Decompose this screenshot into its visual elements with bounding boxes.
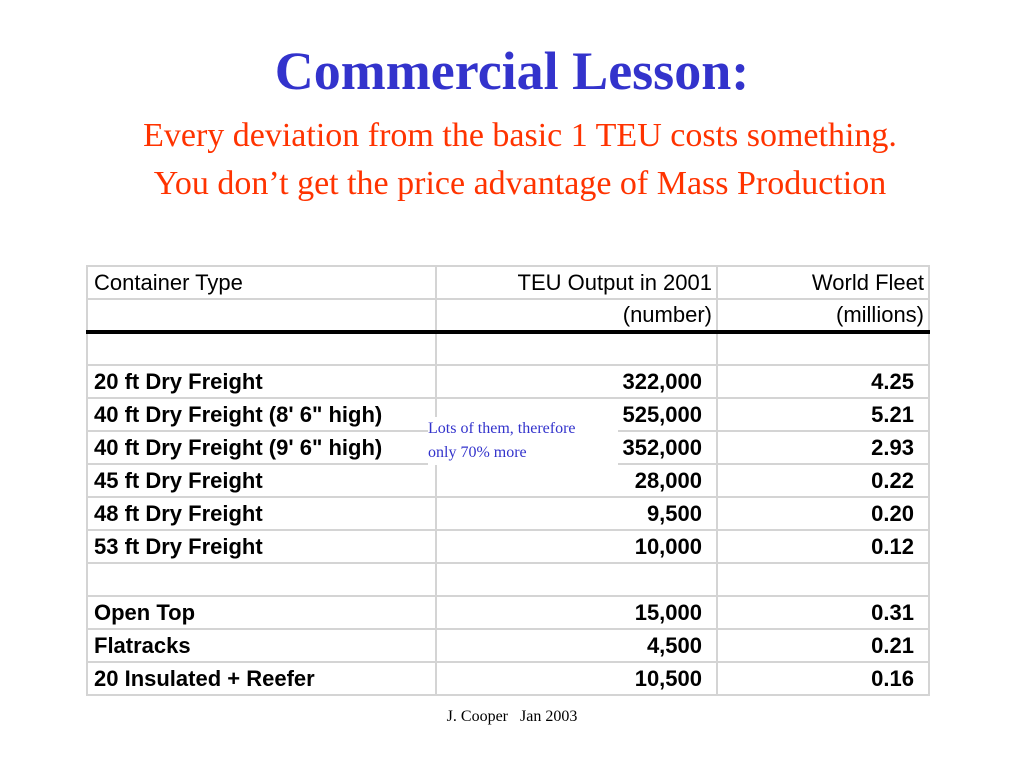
note-line-2: only 70% more (428, 444, 527, 461)
slide-subtitle (0, 112, 1024, 208)
row-type: 40 ft Dry Freight (8' 6" high) (87, 398, 436, 431)
row-type: 40 ft Dry Freight (9' 6" high) (87, 431, 436, 464)
column-header-output: TEU Output in 2001 (436, 266, 717, 299)
row-fleet: 4.25 (717, 365, 929, 398)
row-fleet: 0.12 (717, 530, 929, 563)
subheader-type (87, 299, 436, 332)
annotation-note (428, 417, 618, 465)
table-row (87, 596, 929, 629)
table-row (87, 464, 929, 497)
spacer-cell (436, 332, 717, 365)
row-fleet: 2.93 (717, 431, 929, 464)
table-row (87, 530, 929, 563)
row-output: 15,000 (436, 596, 717, 629)
subtitle-line-2: You don’t get the price advantage of Mass Production (153, 165, 887, 202)
table-row (87, 662, 929, 695)
row-output: 9,500 (436, 497, 717, 530)
slide-footer: J. Cooper Jan 2003 (446, 708, 578, 725)
table-header-row (87, 266, 929, 299)
row-fleet: 0.20 (717, 497, 929, 530)
row-fleet: 0.21 (717, 629, 929, 662)
row-fleet: 0.16 (717, 662, 929, 695)
row-fleet: 5.21 (717, 398, 929, 431)
table-subheader-row (87, 299, 929, 332)
column-header-fleet: World Fleet (717, 266, 929, 299)
column-header-type: Container Type (87, 266, 436, 299)
note-line-1: Lots of them, therefore (428, 420, 576, 437)
row-output: 4,500 (436, 629, 717, 662)
row-type: 45 ft Dry Freight (87, 464, 436, 497)
row-type: Flatracks (87, 629, 436, 662)
spacer-cell (87, 563, 436, 596)
spacer-cell (717, 332, 929, 365)
row-output: 10,500 (436, 662, 717, 695)
row-output: 322,000 (436, 365, 717, 398)
subheader-fleet-unit: (millions) (717, 299, 929, 332)
row-output: 352,000 (436, 431, 717, 464)
table-row (87, 365, 929, 398)
row-fleet: 0.22 (717, 464, 929, 497)
row-type: 53 ft Dry Freight (87, 530, 436, 563)
row-output: 28,000 (436, 464, 717, 497)
spacer-cell (436, 563, 717, 596)
row-output: 10,000 (436, 530, 717, 563)
row-type: 20 Insulated + Reefer (87, 662, 436, 695)
spacer-row (87, 563, 929, 596)
container-fleet-table (86, 265, 930, 696)
spacer-cell (717, 563, 929, 596)
table-row (87, 629, 929, 662)
slide-title: Commercial Lesson: (274, 41, 750, 101)
table-row (87, 497, 929, 530)
row-type: 20 ft Dry Freight (87, 365, 436, 398)
row-fleet: 0.31 (717, 596, 929, 629)
row-type: 48 ft Dry Freight (87, 497, 436, 530)
subheader-output-unit: (number) (436, 299, 717, 332)
subtitle-line-1: Every deviation from the basic 1 TEU costs something. (143, 117, 897, 154)
spacer-cell (87, 332, 436, 365)
row-output: 525,000 (436, 398, 717, 431)
row-type: Open Top (87, 596, 436, 629)
spacer-row (87, 332, 929, 365)
